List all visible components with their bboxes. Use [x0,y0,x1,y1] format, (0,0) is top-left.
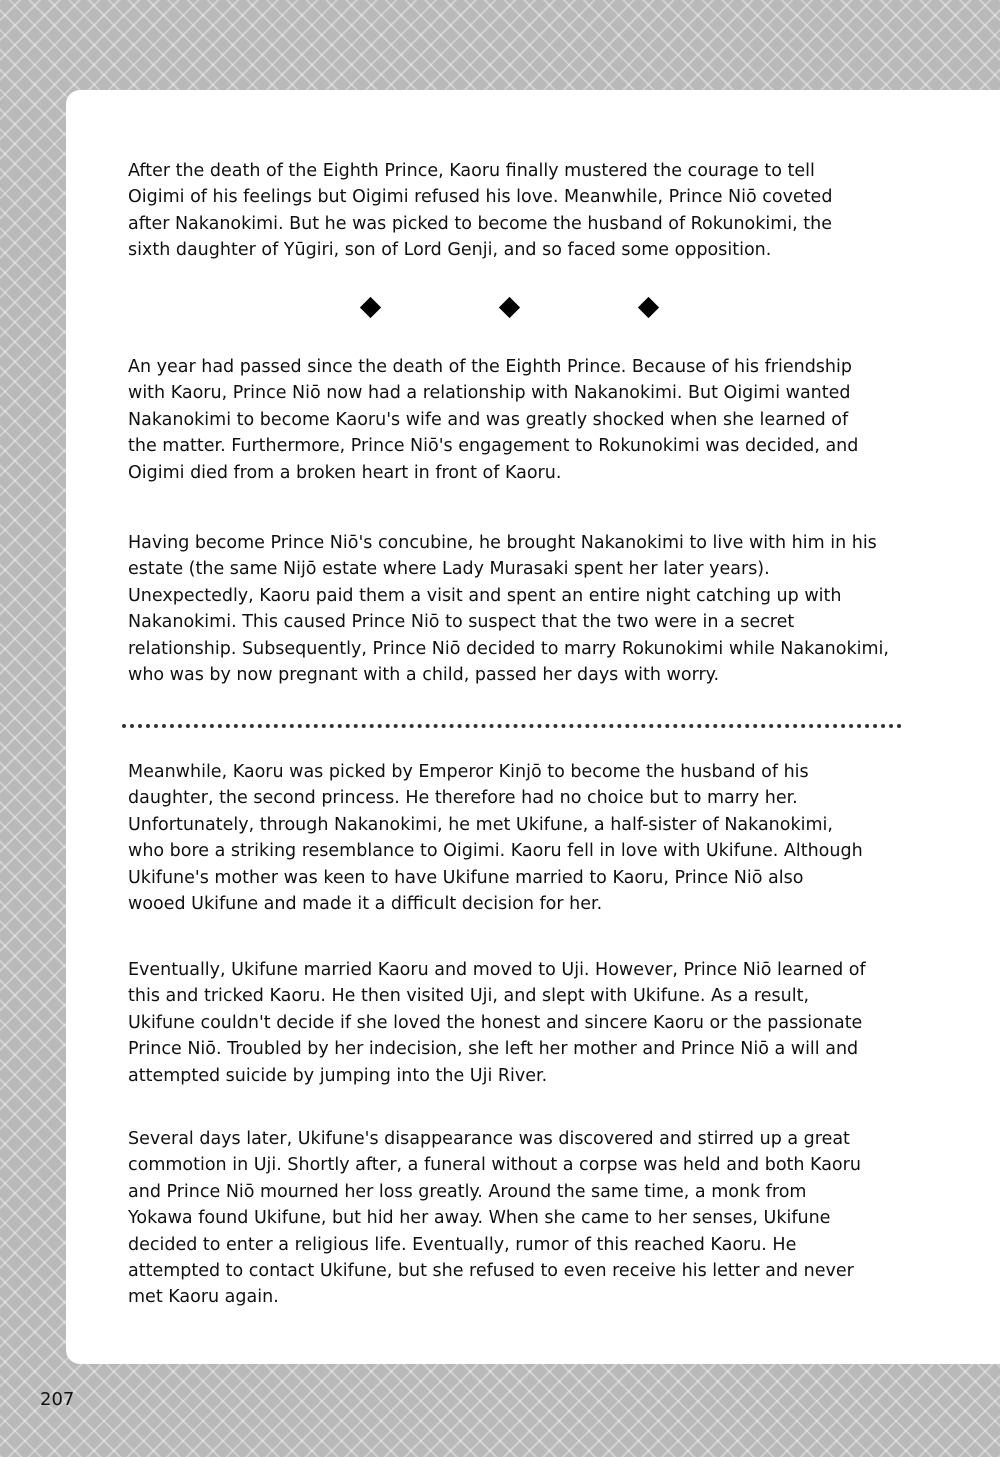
paragraph-2: An year had passed since the death of the Eighth Prince. Because of his friendship with Kaoru, Prince Niō now had a relationship with Nakanokimi. But Oigimi wanted Nakanokimi to become Kaoru's wife and was greatly shocked when she learned of the matter. Furthermore, Prince Niō's engagement to Rokunokimi was decided, and Oigimi died from a broken heart in front of Kaoru. [128,357,859,483]
section-divider-diamonds [0,297,1000,321]
paragraph-3: Having become Prince Niō's concubine, he brought Nakanokimi to live with him in his estate (the same Nijō estate where Lady Murasaki spent her later years). Unexpectedly, Kaoru paid them a visit and spent an entire night catching up with Nakanokimi. This caused Prince Niō to suspect that the two were in a secret relationship. Subsequently, Prince Niō decided to marry Rokunokimi while Nakanokimi, who was by now pregnant with a child, passed her days with worry. [128,533,889,686]
diamond-ornament [638,297,659,318]
page-number: 207 [40,1389,75,1410]
diamond-ornament [499,297,520,318]
paragraph-6: Several days later, Ukifune's disappearance was discovered and stirred up a great commotion in Uji. Shortly after, a funeral without a corpse was held and both Kaoru and Prince Niō mourned her loss greatly. Around the same time, a monk from Yokawa found Ukifune, but hid her away. When she came to her senses, Ukifune decided to enter a religious life. Eventually, rumor of this reached Kaoru. He attempted to contact Ukifune, but she refused to even receive his letter and never met Kaoru again. [128,1129,861,1308]
dotted-divider [122,724,902,728]
paragraph-4: Meanwhile, Kaoru was picked by Emperor Kinjō to become the husband of his daughter, the second princess. He therefore had no choice but to marry her. Unfortunately, through Nakanokimi, he met Ukifune, a half-sister of Nakanokimi, who bore a striking resemblance to Oigimi. Kaoru fell in love with Ukifune. Although Ukifune's mother was keen to have Ukifune married to Kaoru, Prince Niō also wooed Ukifune and made it a difficult decision for her. [128,762,863,915]
paragraph-1: After the death of the Eighth Prince, Kaoru finally mustered the courage to tell Oigimi of his feelings but Oigimi refused his love. Meanwhile, Prince Niō coveted after Nakanokimi. But he was picked to become the husband of Rokunokimi, the sixth daughter of Yūgiri, son of Lord Genji, and so faced some opposition. [128,161,833,261]
paragraph-5: Eventually, Ukifune married Kaoru and moved to Uji. However, Prince Niō learned of this and tricked Kaoru. He then visited Uji, and slept with Ukifune. As a result, Ukifune couldn't decide if she loved the honest and sincere Kaoru or the passionate Prince Niō. Troubled by her indecision, she left her mother and Prince Niō a will and attempted suicide by jumping into the Uji River. [128,960,866,1086]
diamond-ornament [360,297,381,318]
